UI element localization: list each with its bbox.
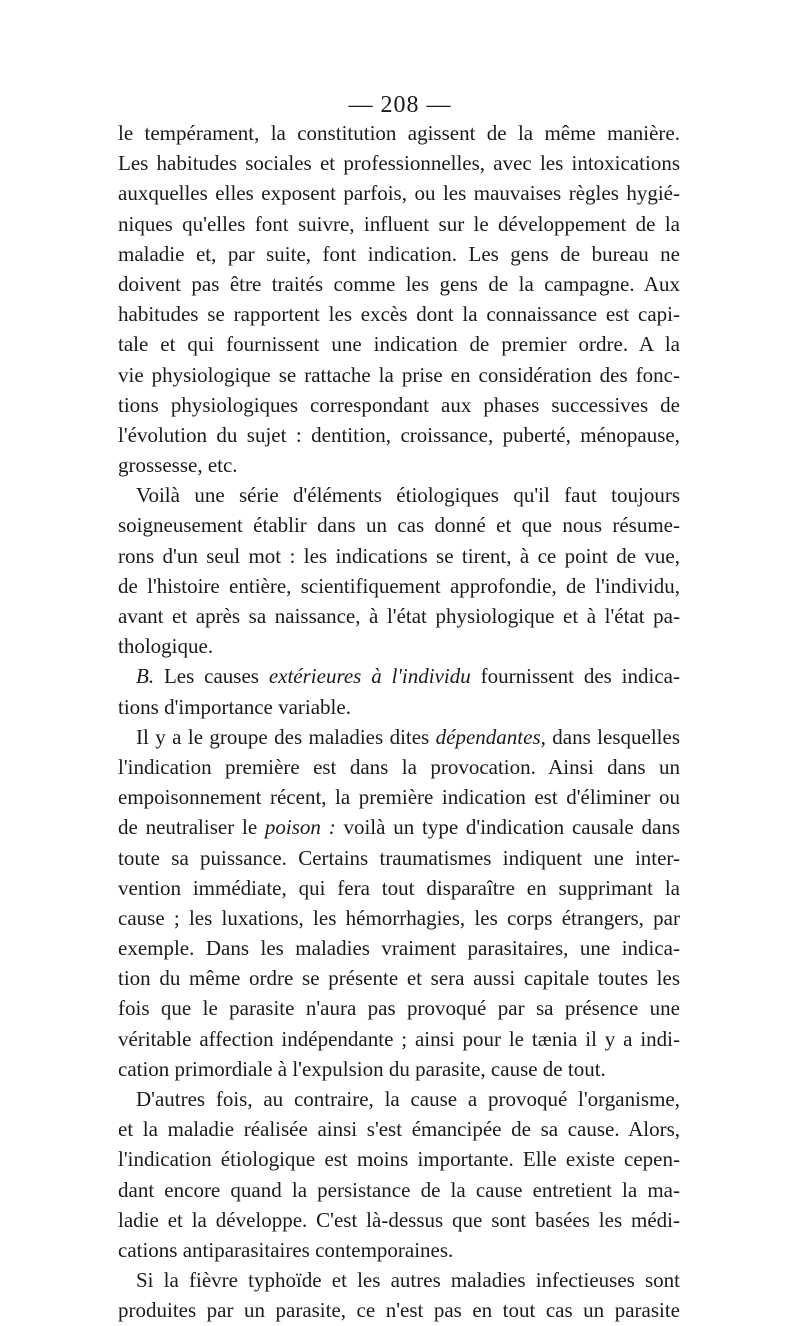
text-line: cations antiparasitaires contemporaines. <box>118 1237 454 1262</box>
text-line: doivent pas être traités comme les gens de la campagne. Aux <box>118 271 680 296</box>
text-line: niques qu'elles font suivre, influent sur le développement de la <box>118 211 680 236</box>
text-line: exemple. Dans les maladies vraiment parasitaires, une indica- <box>118 936 680 961</box>
text-line: auxquelles elles exposent parfois, ou les mauvaises règles hygié- <box>118 181 680 206</box>
text-line: B. Les causes extérieures à l'individu fournissent des indica- <box>136 664 680 689</box>
text-line: le tempérament, la constitution agissent de la même manière. <box>118 121 680 145</box>
text-line: tion du même ordre se présente et sera aussi capitale toutes les <box>118 966 680 991</box>
text-line: D'autres fois, au contraire, la cause a provoqué l'organisme, <box>136 1087 680 1111</box>
text-line: rons d'un seul mot : les indications se tirent, à ce point de vue, <box>118 543 680 568</box>
text-line: tale et qui fournissent une indication de premier ordre. A la <box>118 332 680 357</box>
text-line: vention immédiate, qui fera tout disparaître en supprimant la <box>118 875 680 900</box>
page-number: — 208 — <box>348 92 452 118</box>
text-line: véritable affection indépendante ; ainsi pour le tænia il y a indi- <box>118 1026 680 1051</box>
text-line: soigneusement établir dans un cas donné et que nous résume- <box>118 513 680 538</box>
body-text <box>118 118 680 1326</box>
text-line: Il y a le groupe des maladies dites dépendantes, dans lesquelles <box>136 724 680 749</box>
text-line: fois que le parasite n'aura pas provoqué par sa présence une <box>118 996 680 1021</box>
text-line: dant encore quand la persistance de la cause entretient la ma- <box>118 1177 680 1202</box>
text-line: toute sa puissance. Certains traumatismes indiquent une inter- <box>118 845 680 870</box>
text-line: l'indication première est dans la provocation. Ainsi dans un <box>118 754 680 779</box>
text-line: de l'histoire entière, scientifiquement approfondie, de l'individu, <box>118 573 680 598</box>
text-line: cation primordiale à l'expulsion du parasite, cause de tout. <box>118 1056 606 1081</box>
text-line: et la maladie réalisée ainsi s'est émancipée de sa cause. Alors, <box>118 1117 680 1142</box>
text-line: produites par un parasite, ce n'est pas en tout cas un parasite <box>118 1298 680 1323</box>
text-line: grossesse, etc. <box>118 453 238 478</box>
text-line: l'évolution du sujet : dentition, croissance, puberté, ménopause, <box>118 422 680 447</box>
text-line: thologique. <box>118 634 214 659</box>
text-line: de neutraliser le poison : voilà un type d'indication causale dans <box>118 815 681 840</box>
text-line: l'indication étiologique est moins importante. Elle existe cepen- <box>118 1147 680 1172</box>
text-line: tions d'importance variable. <box>118 694 351 719</box>
text-line: vie physiologique se rattache la prise en considération des fonc- <box>118 362 680 387</box>
text-line: tions physiologiques correspondant aux phases successives de <box>118 392 680 417</box>
text-line: ladie et la développe. C'est là-dessus que sont basées les médi- <box>118 1207 680 1232</box>
text-line: Les habitudes sociales et professionnelles, avec les intoxications <box>118 151 680 176</box>
text-line: Si la fièvre typhoïde et les autres maladies infectieuses sont <box>136 1268 680 1293</box>
text-line: habitudes se rapportent les excès dont la connaissance est capi- <box>118 302 680 327</box>
section-letter: B. <box>136 664 155 689</box>
text-line: maladie et, par suite, font indication. Les gens de bureau ne <box>118 241 680 266</box>
text-line: Voilà une série d'éléments étiologiques qu'il faut toujours <box>136 483 680 508</box>
text-line: avant et après sa naissance, à l'état physiologique et à l'état pa- <box>118 604 680 628</box>
text-line: cause ; les luxations, les hémorrhagies, les corps étrangers, par <box>118 905 680 930</box>
text-line: empoisonnement récent, la première indication est d'éliminer ou <box>118 785 680 810</box>
